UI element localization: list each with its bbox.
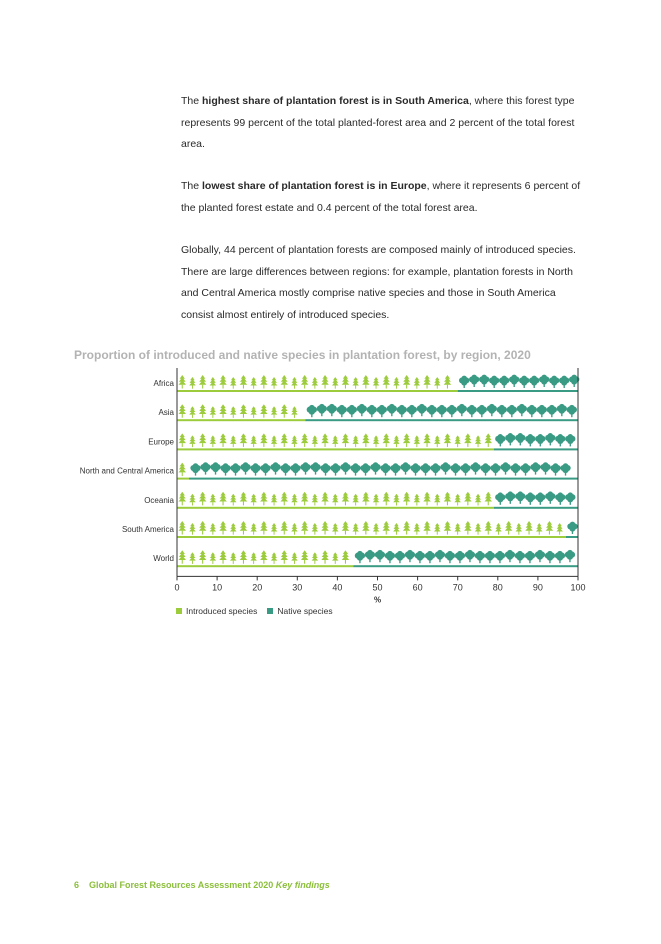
species-chart: [0, 360, 661, 605]
bar-introduced: [177, 550, 353, 567]
chart-legend: [176, 606, 333, 616]
p2-pre: The: [181, 180, 203, 192]
x-tick-label: 40: [332, 582, 343, 593]
category-label: Asia: [158, 408, 174, 418]
legend-native-swatch: [267, 608, 273, 614]
x-tick-label: 90: [532, 582, 543, 593]
x-tick-label: 0: [174, 582, 180, 593]
page-number: 6: [74, 880, 80, 890]
category-label: Africa: [153, 379, 174, 388]
x-tick-label: 10: [212, 582, 223, 593]
p2-post: , where it represents 6 percent of the planted forest estate and 0.4 percent of the total forest area.: [181, 180, 581, 214]
x-tick-label: 70: [452, 582, 463, 593]
chart-row: [154, 375, 580, 392]
bar-introduced: [177, 433, 494, 450]
x-axis-label: %: [373, 595, 382, 605]
bar-introduced: [177, 492, 494, 509]
bar-native: [353, 550, 578, 567]
legend-native: [267, 606, 332, 616]
bar-native: [189, 462, 578, 479]
p2-bold: lowest share of plantation forest is in Europe: [202, 180, 427, 192]
chart-row: [144, 491, 578, 508]
x-tick-label: 60: [412, 582, 423, 593]
category-label: North and Central America: [79, 466, 174, 476]
bar-introduced: [177, 521, 566, 538]
bar-introduced: [177, 375, 458, 392]
chart-row: [158, 404, 578, 421]
legend-introduced-swatch: [176, 608, 182, 614]
legend-native-label: Native species: [277, 606, 333, 616]
chart-row: [148, 433, 578, 450]
footer-section: Key findings: [275, 880, 330, 890]
category-label: Europe: [148, 437, 174, 447]
p1-bold: highest share of plantation forest is in South America: [202, 95, 469, 107]
p1-post: , where this forest type represents 99 percent of the total planted-forest area and 2 percent of the total forest area.: [181, 95, 575, 150]
bar-introduced: [177, 463, 189, 480]
legend-introduced: [176, 606, 257, 616]
paragraph-lowest-share: [181, 176, 591, 219]
category-label: Oceania: [144, 495, 174, 505]
legend-introduced-label: Introduced species: [186, 606, 258, 616]
chart-title: Proportion of introduced and native species in plantation forest, by region, 2020: [74, 348, 531, 362]
chart-row: [122, 521, 578, 538]
chart-row: [153, 550, 578, 567]
paragraph-highest-share: [181, 91, 591, 156]
x-tick-label: 80: [492, 582, 503, 593]
footer-publication: Global Forest Resources Assessment 2020: [89, 880, 274, 890]
paragraph-global-share: [181, 240, 591, 326]
page-footer: [74, 880, 330, 890]
p1-pre: The: [181, 95, 203, 107]
chart-row: [80, 462, 578, 479]
p3-text: Globally, 44 percent of plantation forests are composed mainly of introduced species. There are large differences between regions: for example, plantation forests in North and Central America mostly comprise native species and those in South America consist almost entirely of introduced species.: [181, 244, 576, 321]
bar-native: [458, 375, 580, 392]
category-label: South America: [121, 525, 174, 534]
bar-introduced: [177, 404, 305, 421]
x-tick-label: 30: [292, 582, 303, 593]
bar-native: [305, 404, 578, 421]
x-tick-label: 20: [252, 582, 263, 593]
bar-native: [494, 491, 578, 508]
x-tick-label: 100: [570, 582, 586, 593]
x-tick-label: 50: [372, 582, 383, 593]
bar-native: [494, 433, 578, 450]
bar-native: [566, 522, 578, 538]
category-label: World: [153, 554, 174, 564]
